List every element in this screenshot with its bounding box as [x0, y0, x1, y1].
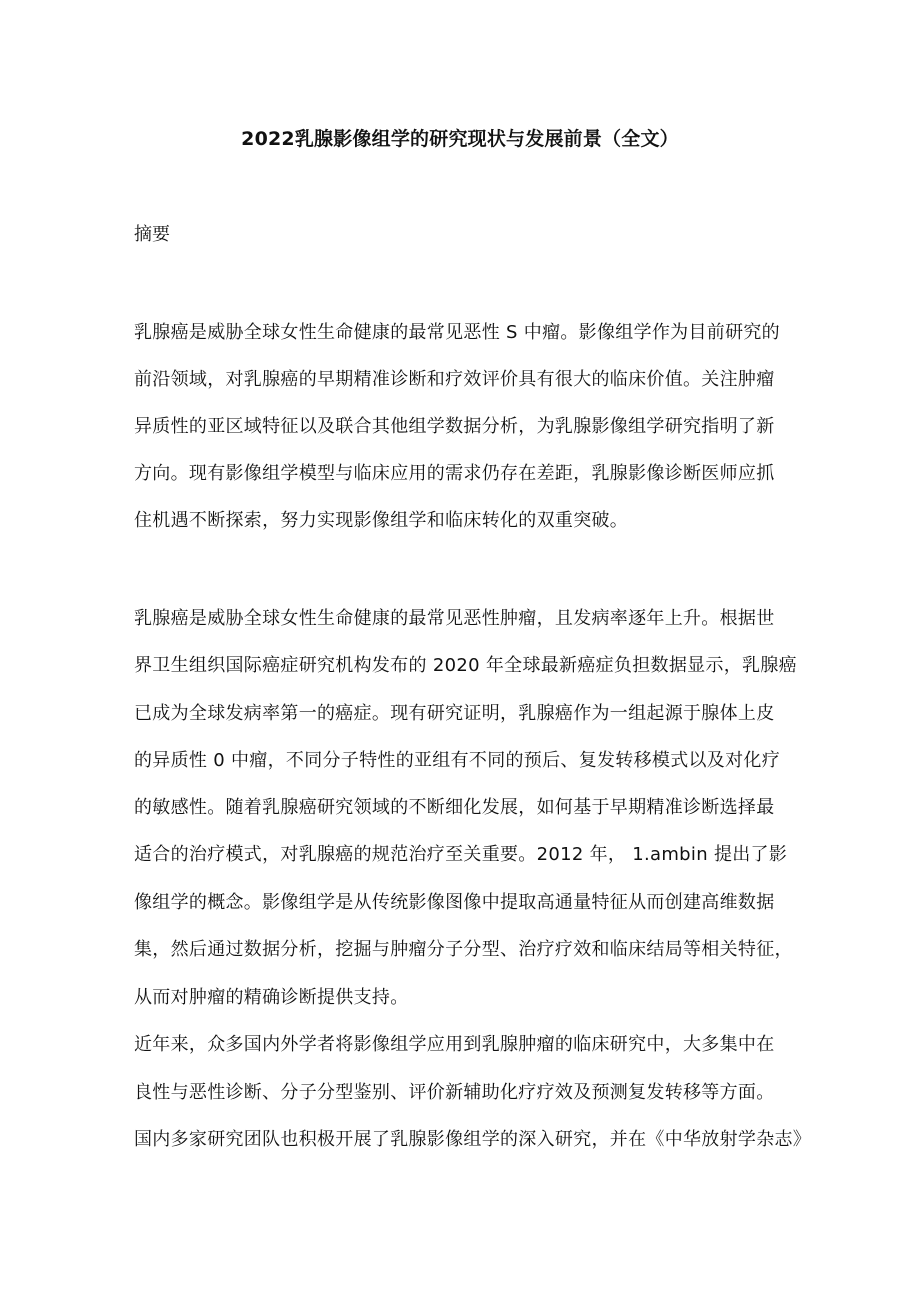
- paragraph-line: 异质性的亚区域特征以及联合其他组学数据分析，为乳腺影像组学研究指明了新: [134, 416, 775, 437]
- paragraph-line: 的异质性 0 中瘤，不同分子特性的亚组有不同的预后、复发转移模式以及对化疗: [134, 750, 780, 771]
- paragraph-line: 方向。现有影像组学模型与临床应用的需求仍存在差距，乳腺影像诊断医师应抓: [134, 463, 775, 484]
- paragraph-line: 乳腺癌是威胁全球女性生命健康的最常见恶性肿瘤，且发病率逐年上升。根据世: [134, 608, 775, 629]
- abstract-heading: 摘要: [134, 224, 170, 245]
- paragraph-line: 从而对肿瘤的精确诊断提供支持。: [134, 987, 409, 1008]
- paragraph-line: 像组学的概念。影像组学是从传统影像图像中提取高通量特征从而创建高维数据: [134, 892, 775, 913]
- document-title: 2022乳腺影像组学的研究现状与发展前景（全文）: [241, 128, 679, 150]
- paragraph-line: 集，然后通过数据分析，挖掘与肿瘤分子分型、治疗疗效和临床结局等相关特征，: [134, 939, 793, 960]
- paragraph-line: 的敏感性。随着乳腺癌研究领域的不断细化发展，如何基于早期精准诊断选择最: [134, 797, 775, 818]
- paragraph-line: 乳腺癌是威胁全球女性生命健康的最常见恶性 S 中瘤。影像组学作为目前研究的: [134, 322, 780, 343]
- paragraph-line: 近年来，众多国内外学者将影像组学应用到乳腺肿瘤的临床研究中，大多集中在: [134, 1034, 775, 1055]
- paragraph-line: 已成为全球发病率第一的癌症。现有研究证明，乳腺癌作为一组起源于腺体上皮: [134, 703, 775, 724]
- paragraph-line: 适合的治疗模式，对乳腺癌的规范治疗至关重要。2012 年， 1.ambin 提出了影: [134, 844, 788, 865]
- paragraph-line: 住机遇不断探索，努力实现影像组学和临床转化的双重突破。: [134, 510, 629, 531]
- paragraph-line: 前沿领域，对乳腺癌的早期精准诊断和疗效评价具有很大的临床价值。关注肿瘤: [134, 369, 775, 390]
- paragraph-line: 界卫生组织国际癌症研究机构发布的 2020 年全球最新癌症负担数据显示，乳腺癌: [134, 655, 797, 676]
- paragraph-line: 国内多家研究团队也积极开展了乳腺影像组学的深入研究，并在《中华放射学杂志》: [134, 1129, 812, 1150]
- paragraph-line: 良性与恶性诊断、分子分型鉴别、评价新辅助化疗疗效及预测复发转移等方面。: [134, 1082, 775, 1103]
